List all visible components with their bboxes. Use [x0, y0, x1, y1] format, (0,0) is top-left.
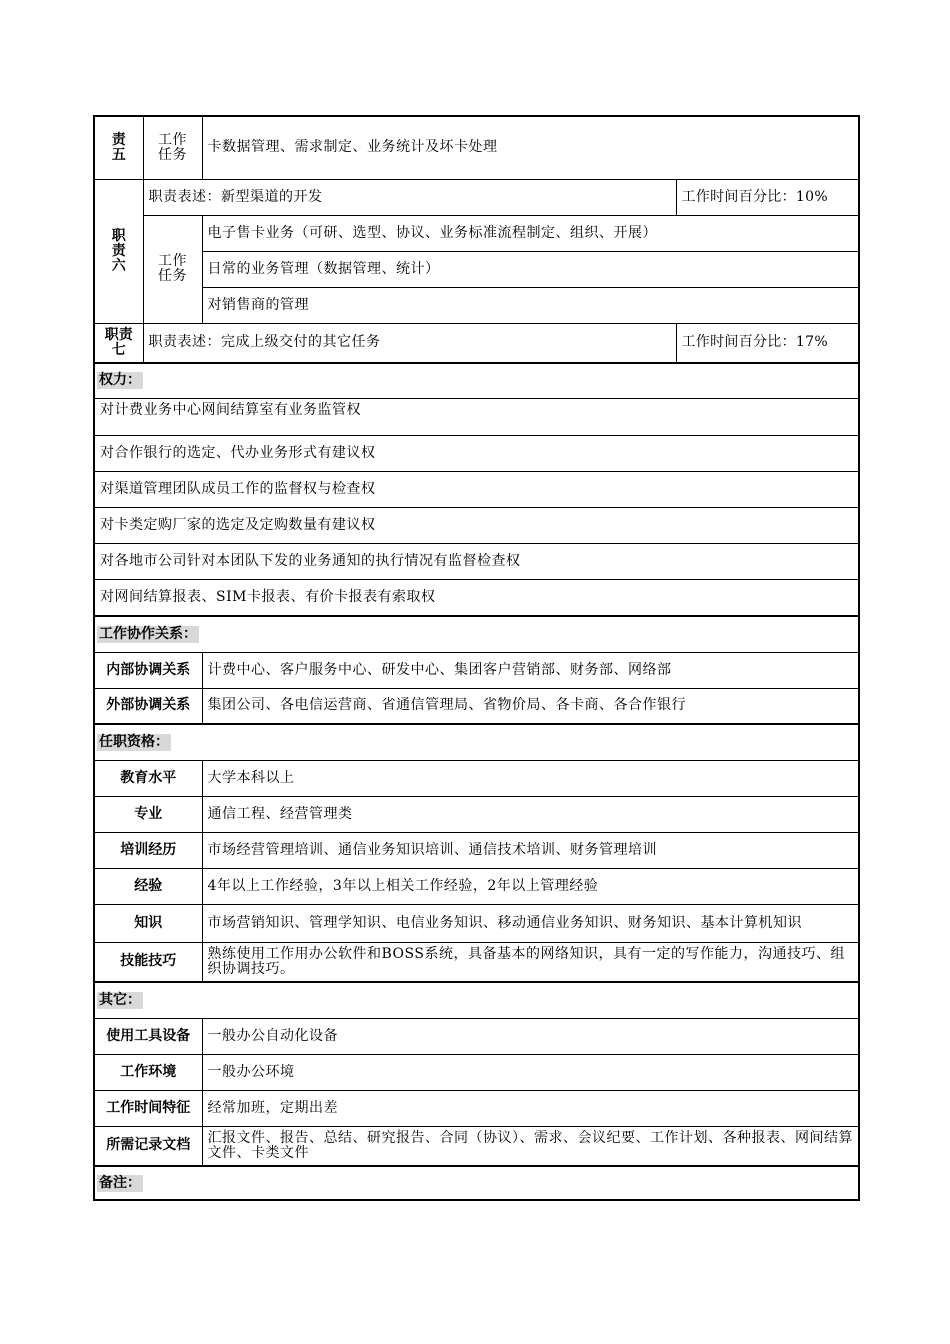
relation-internal-row [94, 652, 859, 688]
power-item: 对各地市公司针对本团队下发的业务通知的执行情况有监督检查权 [94, 543, 859, 579]
others-title: 其它： [99, 991, 141, 1008]
powers-header-row [94, 363, 859, 398]
duty6-pct: 工作时间百分比：10% [676, 179, 859, 215]
qualifications-header-row [94, 724, 859, 760]
power-item: 对网间结算报表、SIM卡报表、有价卡报表有索取权 [94, 579, 859, 616]
duty6-desc-row [94, 179, 859, 215]
qualifications-title: 任职资格： [99, 733, 169, 750]
qualification-row [94, 942, 859, 982]
qualification-value: 熟练使用工作用办公软件和BOSS系统，具备基本的网络知识，具有一定的写作能力，沟通技巧、组织协调技巧。 [202, 942, 859, 982]
power-row [94, 471, 859, 507]
qualification-value: 通信工程、经营管理类 [202, 796, 859, 832]
other-row [94, 1090, 859, 1126]
qualification-value: 大学本科以上 [202, 760, 859, 796]
duty6-task: 电子售卡业务（可研、选型、协议、业务标准流程制定、组织、开展） [202, 215, 859, 251]
other-label: 工作环境 [94, 1054, 202, 1090]
relations-header-row [94, 616, 859, 652]
other-row [94, 1018, 859, 1054]
duty6-label: 职 责 六 [94, 179, 143, 323]
power-item: 对卡类定购厂家的选定及定购数量有建议权 [94, 507, 859, 543]
qualification-row [94, 904, 859, 942]
qualification-label: 经验 [94, 868, 202, 904]
remarks-title: 备注： [99, 1174, 141, 1191]
duty5-label: 责 五 [94, 116, 143, 179]
qualification-value: 市场经营管理培训、通信业务知识培训、通信技术培训、财务管理培训 [202, 832, 859, 868]
qualification-row [94, 796, 859, 832]
duty6-task: 对销售商的管理 [202, 287, 859, 323]
power-row [94, 398, 859, 435]
power-row [94, 507, 859, 543]
duty6-desc: 职责表述：新型渠道的开发 [143, 179, 676, 215]
power-item: 对计费业务中心网间结算室有业务监管权 [94, 398, 859, 435]
duty6-task-row [94, 251, 859, 287]
powers-title: 权力： [99, 372, 141, 389]
qualification-label: 知识 [94, 904, 202, 942]
relation-external-row [94, 688, 859, 724]
power-item: 对渠道管理团队成员工作的监督权与检查权 [94, 471, 859, 507]
qualification-row [94, 760, 859, 796]
other-value: 一般办公环境 [202, 1054, 859, 1090]
duty6-task-row [94, 215, 859, 251]
duty6-task-row [94, 287, 859, 323]
qualification-label: 培训经历 [94, 832, 202, 868]
power-row [94, 579, 859, 616]
qualification-label: 教育水平 [94, 760, 202, 796]
power-item: 对合作银行的选定、代办业务形式有建议权 [94, 435, 859, 471]
duty5-task-label: 工作 任务 [143, 116, 202, 179]
qualification-value: 市场营销知识、管理学知识、电信业务知识、移动通信业务知识、财务知识、基本计算机知识 [202, 904, 859, 942]
other-row [94, 1054, 859, 1090]
duty5-task: 卡数据管理、需求制定、业务统计及坏卡处理 [202, 116, 859, 179]
duty7-pct: 工作时间百分比：17% [676, 323, 859, 363]
qualification-value: 4年以上工作经验，3年以上相关工作经验，2年以上管理经验 [202, 868, 859, 904]
other-label: 所需记录文档 [94, 1126, 202, 1166]
qualification-label: 专业 [94, 796, 202, 832]
internal-relation-value: 计费中心、客户服务中心、研发中心、集团客户营销部、财务部、网络部 [202, 652, 859, 688]
qualification-row [94, 832, 859, 868]
duty7-label: 职责 七 [94, 323, 143, 363]
duty6-task: 日常的业务管理（数据管理、统计） [202, 251, 859, 287]
external-relation-label: 外部协调关系 [94, 688, 202, 724]
relations-title: 工作协作关系： [99, 625, 197, 642]
external-relation-value: 集团公司、各电信运营商、省通信管理局、省物价局、各卡商、各合作银行 [202, 688, 859, 724]
power-row [94, 435, 859, 471]
other-value: 经常加班，定期出差 [202, 1090, 859, 1126]
duty7-row [94, 323, 859, 363]
job-description-table [93, 115, 860, 1201]
qualification-row [94, 868, 859, 904]
other-label: 使用工具设备 [94, 1018, 202, 1054]
duty5-row [94, 116, 859, 179]
duty7-desc: 职责表述：完成上级交付的其它任务 [143, 323, 676, 363]
duty6-task-label: 工作 任务 [143, 215, 202, 323]
qualification-label: 技能技巧 [94, 942, 202, 982]
other-value: 一般办公自动化设备 [202, 1018, 859, 1054]
internal-relation-label: 内部协调关系 [94, 652, 202, 688]
other-label: 工作时间特征 [94, 1090, 202, 1126]
other-value: 汇报文件、报告、总结、研究报告、合同（协议）、需求、会议纪要、工作计划、各种报表、网间结算文件、卡类文件 [202, 1126, 859, 1166]
other-row [94, 1126, 859, 1166]
remarks-header-row [94, 1166, 859, 1200]
others-header-row [94, 982, 859, 1018]
power-row [94, 543, 859, 579]
